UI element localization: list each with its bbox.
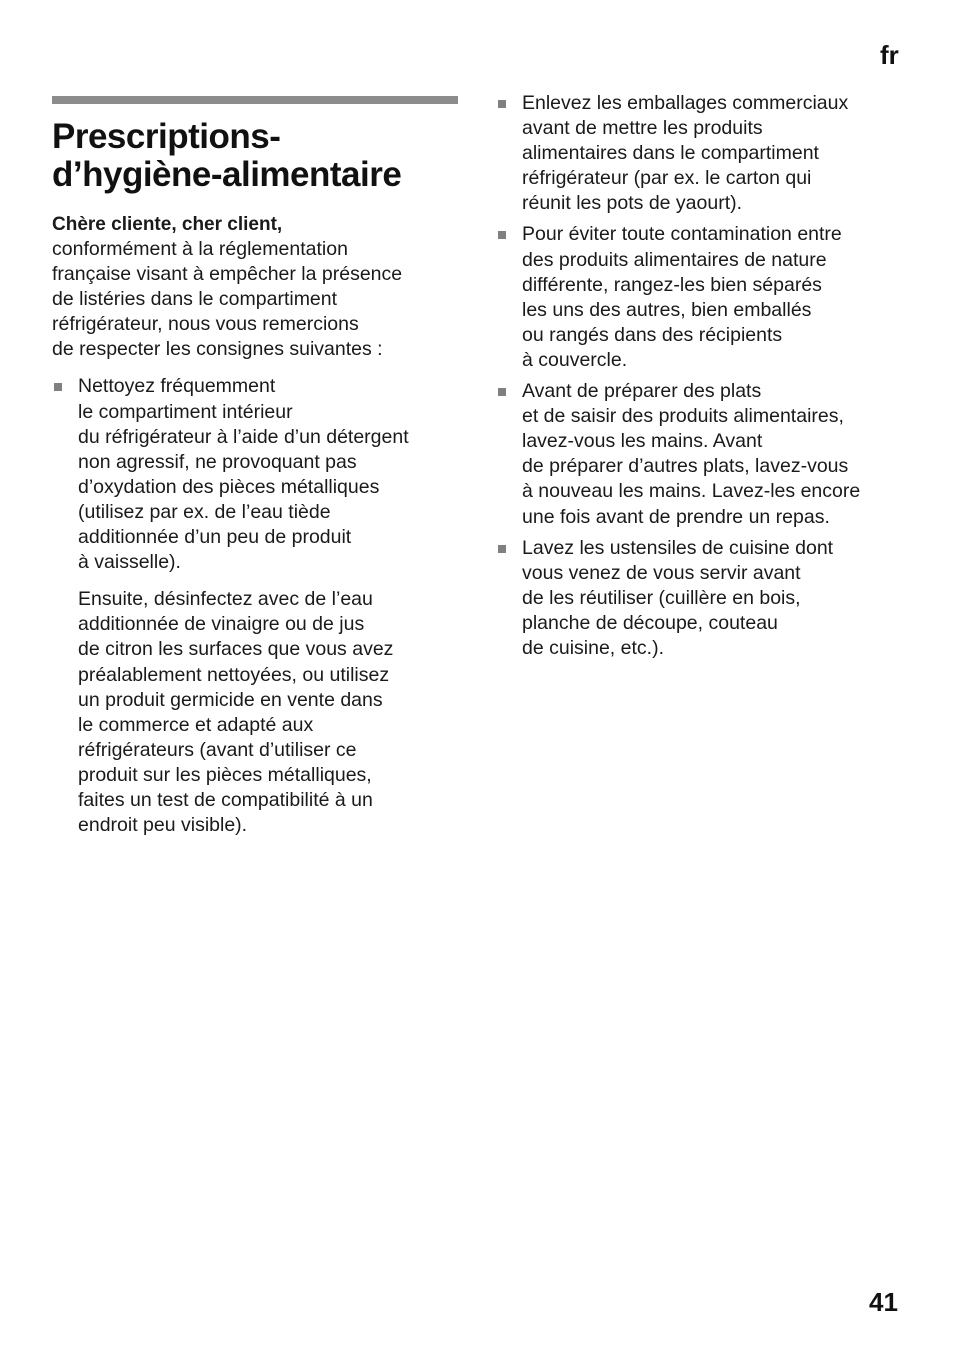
list-item — [496, 222, 910, 373]
bullet-line: de les réutiliser (cuillère en bois, — [522, 586, 801, 609]
bullet-line: à couvercle. — [522, 348, 628, 371]
continuation-line: produit sur les pièces métalliques, — [78, 763, 372, 786]
bullet-line: réfrigérateur (par ex. le carton qui — [522, 167, 812, 190]
bullet-line: Enlevez les emballages commerciaux — [522, 92, 849, 114]
continuation-line: Ensuite, désinfectez avec de l’eau — [78, 588, 373, 611]
list-item — [496, 536, 910, 661]
bullet-square-icon — [498, 545, 506, 553]
language-tag: fr — [880, 40, 899, 70]
title-line-2: d’hygiène-alimentaire — [52, 155, 402, 194]
intro-line: de respecter les consignes suivantes : — [52, 338, 383, 361]
bullet-line: ou rangés dans des récipients — [522, 323, 783, 346]
bullet-square-icon — [54, 383, 62, 391]
bullet-line: lavez-vous les mains. Avant — [522, 430, 763, 453]
continuation-line: réfrigérateurs (avant d’utiliser ce — [78, 738, 357, 761]
continuation-line: faites un test de compatibilité à un — [78, 788, 373, 811]
bullet-line: Nettoyez fréquemment — [78, 375, 276, 398]
intro-line: française visant à empêcher la présence — [52, 263, 403, 286]
bullet-line: d’oxydation des pièces métalliques — [78, 475, 380, 498]
bullet-line: réunit les pots de yaourt). — [522, 192, 743, 215]
bullet-line: Lavez les ustensiles de cuisine dont — [522, 536, 834, 559]
intro-line: réfrigérateur, nous vous remercions — [52, 313, 359, 336]
continuation-line: le commerce et adapté aux — [78, 713, 314, 736]
bullet-line: (utilisez par ex. de l’eau tiède — [78, 500, 331, 523]
bullet-line: de préparer d’autres plats, lavez-vous — [522, 455, 849, 478]
intro-paragraph — [52, 237, 458, 362]
continuation-line: de citron les surfaces que vous avez — [78, 638, 394, 661]
intro-line: conformément à la réglementation — [52, 238, 348, 260]
continuation-line: un produit germicide en vente dans — [78, 688, 383, 711]
bullet-line: additionnée d’un peu de produit — [78, 526, 352, 549]
title-line-1: Prescriptions- — [52, 117, 281, 156]
bullet-line: et de saisir des produits alimentaires, — [522, 405, 844, 428]
bullet-line: différente, rangez-les bien séparés — [522, 273, 822, 296]
bullet-line: avant de mettre les produits — [522, 117, 763, 140]
intro-line: de listéries dans le compartiment — [52, 288, 338, 311]
page-number: 41 — [869, 1287, 898, 1317]
continuation-line: préalablement nettoyées, ou utilisez — [78, 663, 390, 686]
bullet-line: du réfrigérateur à l’aide d’un détergent — [78, 425, 409, 448]
bullet-square-icon — [498, 100, 506, 108]
bullet-line: à nouveau les mains. Lavez-les encore — [522, 480, 861, 503]
bullet-square-icon — [498, 388, 506, 396]
continuation-line: additionnée de vinaigre ou de jus — [78, 613, 365, 636]
bullet-line: Avant de préparer des plats — [522, 380, 762, 403]
list-item — [496, 91, 910, 216]
bullet-square-icon — [498, 231, 506, 239]
bullet-line: à vaisselle). — [78, 551, 181, 574]
bullet-line: planche de découpe, couteau — [522, 611, 778, 634]
left-column — [52, 96, 458, 838]
section-title — [52, 118, 458, 194]
bullet-line: une fois avant de prendre un repas. — [522, 505, 830, 528]
continuation-line: endroit peu visible). — [78, 814, 248, 837]
bullet-line: alimentaires dans le compartiment — [522, 142, 819, 165]
list-item — [496, 379, 910, 530]
bullet-line: non agressif, ne provoquant pas — [78, 450, 357, 473]
bullet-continuation — [52, 587, 458, 838]
bullet-line: les uns des autres, bien emballés — [522, 298, 812, 321]
salutation: Chère cliente, cher client, — [52, 214, 283, 235]
right-column — [496, 91, 910, 667]
bullet-line: des produits alimentaires de nature — [522, 248, 827, 271]
bullet-line: de cuisine, etc.). — [522, 636, 664, 659]
bullet-line: Pour éviter toute contamination entre — [522, 223, 842, 246]
bullet-line: vous venez de vous servir avant — [522, 561, 801, 584]
list-item — [52, 374, 458, 575]
section-rule — [52, 96, 458, 104]
bullet-line: le compartiment intérieur — [78, 400, 293, 423]
